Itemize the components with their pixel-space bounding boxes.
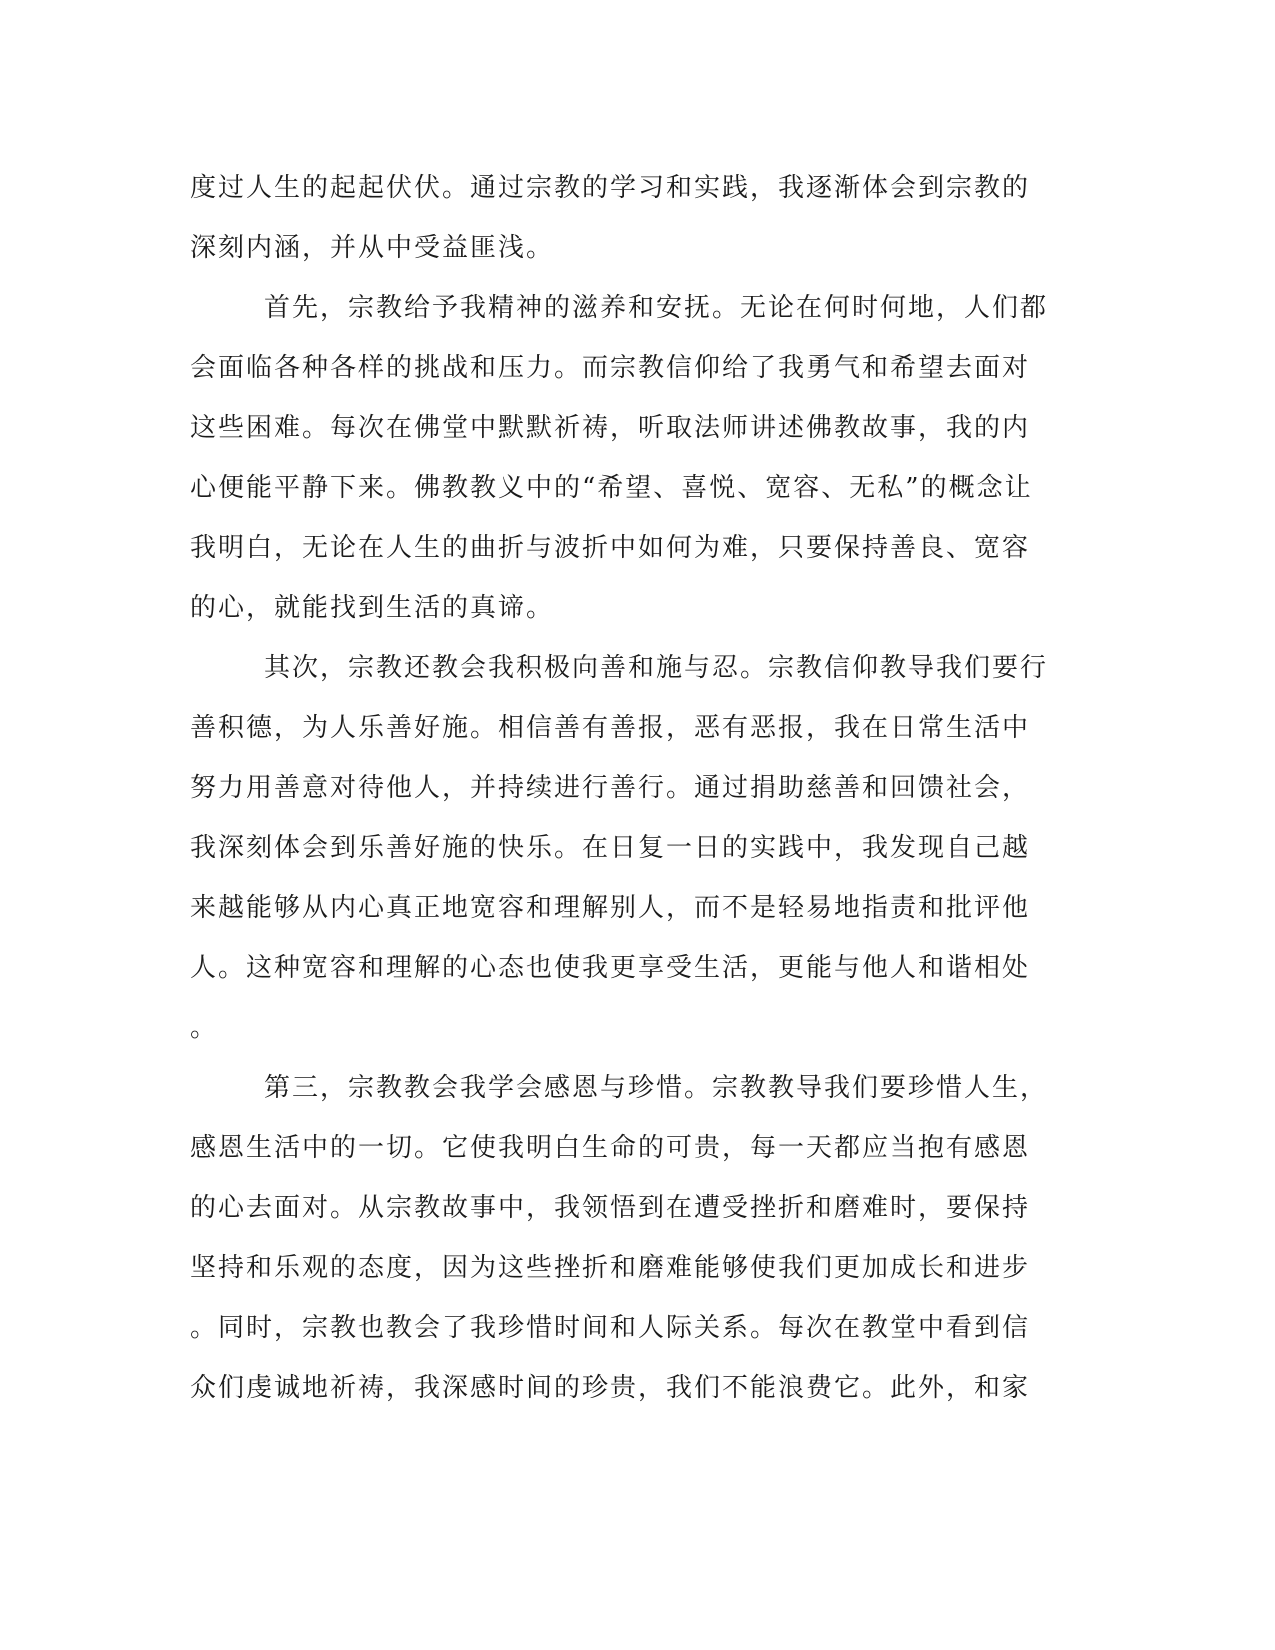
text-line: 善积德，为人乐善好施。相信善有善报，恶有恶报，我在日常生活中 — [190, 713, 1031, 743]
text-line: 努力用善意对待他人，并持续进行善行。通过捐助慈善和回馈社会， — [190, 773, 1031, 803]
text-line: 人。这种宽容和理解的心态也使我更享受生活，更能与他人和谐相处 — [190, 953, 1031, 983]
paragraph-first-line: 第三，宗教教会我学会感恩与珍惜。宗教教导我们要珍惜人生， — [264, 1073, 1049, 1103]
paragraph-first-line: 其次，宗教还教会我积极向善和施与忍。宗教信仰教导我们要行 — [264, 653, 1049, 683]
paragraph-first-line: 首先，宗教给予我精神的滋养和安抚。无论在何时何地，人们都 — [264, 293, 1049, 323]
text-line: 感恩生活中的一切。它使我明白生命的可贵，每一天都应当抱有感恩 — [190, 1133, 1031, 1163]
text-line: 这些困难。每次在佛堂中默默祈祷，听取法师讲述佛教故事，我的内 — [190, 413, 1031, 443]
document-body — [190, 158, 1090, 1418]
text-line: 众们虔诚地祈祷，我深感时间的珍贵，我们不能浪费它。此外，和家 — [190, 1373, 1031, 1403]
text-line: 我深刻体会到乐善好施的快乐。在日复一日的实践中，我发现自己越 — [190, 833, 1031, 863]
text-line: 度过人生的起起伏伏。通过宗教的学习和实践，我逐渐体会到宗教的 — [190, 173, 1031, 203]
text-line: 深刻内涵，并从中受益匪浅。 — [190, 233, 555, 263]
text-line: 来越能够从内心真正地宽容和理解别人，而不是轻易地指责和批评他 — [190, 893, 1031, 923]
text-line: 心便能平静下来。佛教教义中的“希望、喜悦、宽容、无私”的概念让 — [190, 473, 1033, 503]
text-line: 会面临各种各样的挑战和压力。而宗教信仰给了我勇气和希望去面对 — [190, 353, 1031, 383]
text-line: 的心，就能找到生活的真谛。 — [190, 593, 555, 623]
text-line: 。同时，宗教也教会了我珍惜时间和人际关系。每次在教堂中看到信 — [190, 1313, 1031, 1343]
text-line: 的心去面对。从宗教故事中，我领悟到在遭受挫折和磨难时，要保持 — [190, 1193, 1031, 1223]
text-line: 。 — [190, 1013, 219, 1043]
text-line: 我明白，无论在人生的曲折与波折中如何为难，只要保持善良、宽容 — [190, 533, 1031, 563]
text-line: 坚持和乐观的态度，因为这些挫折和磨难能够使我们更加成长和进步 — [190, 1253, 1031, 1283]
